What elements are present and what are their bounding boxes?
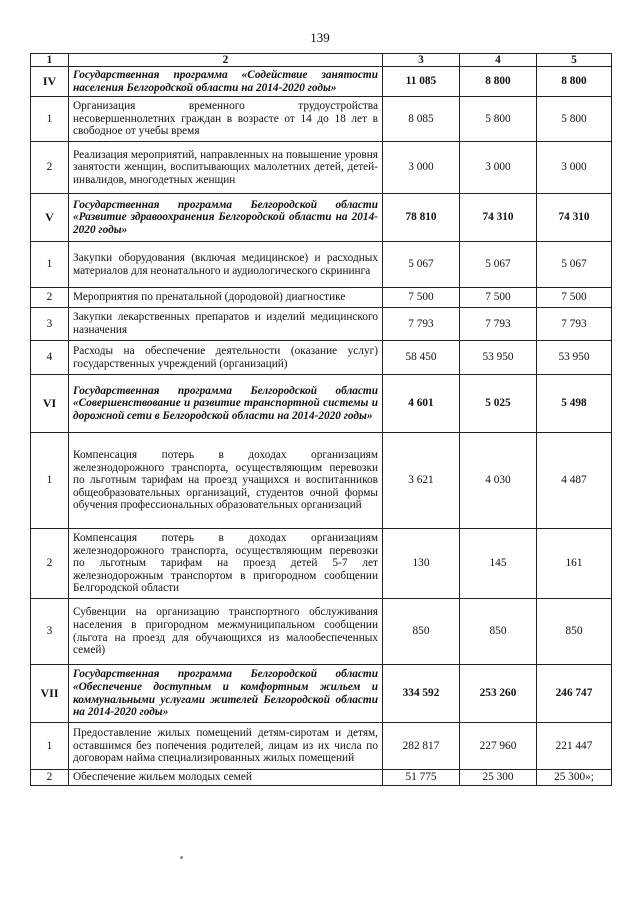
page-number: 139	[310, 30, 330, 45]
value-col-4: 4 030	[460, 433, 537, 529]
value-col-5: 7 500	[537, 288, 612, 308]
value-col-4: 145	[460, 529, 537, 599]
column-header-5: 5	[537, 54, 612, 67]
row-title: Мероприятия по пренатальной (дородовой) диагностике	[69, 288, 383, 308]
value-col-3: 3 000	[383, 142, 460, 194]
row-title: Расходы на обеспечение деятельности (оказание услуг) государственных учреждений (организаций)	[69, 341, 383, 375]
table-row	[31, 341, 612, 375]
row-number: 1	[31, 97, 69, 142]
row-number: 1	[31, 433, 69, 529]
table-row	[31, 97, 612, 142]
row-number: 2	[31, 770, 69, 786]
value-col-3: 7 500	[383, 288, 460, 308]
value-col-5: 5 067	[537, 242, 612, 288]
value-col-4: 5 025	[460, 375, 537, 433]
row-number: 2	[31, 142, 69, 194]
value-col-5: 8 800	[537, 67, 612, 97]
value-col-4: 253 260	[460, 665, 537, 723]
row-title: Организация временного трудоустройства несовершеннолетних граждан в возрасте от 14 до 18 лет в свободное от учебы время	[69, 97, 383, 142]
row-number: 1	[31, 242, 69, 288]
table-row	[31, 433, 612, 529]
column-header-1: 1	[31, 54, 69, 67]
row-title: Закупки лекарственных препаратов и изделий медицинского назначения	[69, 308, 383, 341]
value-col-4: 850	[460, 599, 537, 665]
value-col-3: 8 085	[383, 97, 460, 142]
value-col-3: 5 067	[383, 242, 460, 288]
value-col-5: 74 310	[537, 194, 612, 242]
value-col-5: 850	[537, 599, 612, 665]
row-title: Государственная программа Белгородской области «Совершенствование и развитие транспортной системы и дорожной сети в Белгородской области на 2014-2020 годы»	[69, 375, 383, 433]
table-row	[31, 529, 612, 599]
value-col-3: 58 450	[383, 341, 460, 375]
value-col-5: 53 950	[537, 341, 612, 375]
value-col-5: 5 498	[537, 375, 612, 433]
table-row	[31, 142, 612, 194]
value-col-3: 11 085	[383, 67, 460, 97]
program-row	[31, 194, 612, 242]
row-number: 4	[31, 341, 69, 375]
row-number: VI	[31, 375, 69, 433]
table-body	[31, 67, 612, 786]
value-col-4: 227 960	[460, 723, 537, 770]
row-title: Реализация мероприятий, направленных на повышение уровня занятости женщин, воспитывающих малолетних детей, детей-инвалидов, многодетных женщин	[69, 142, 383, 194]
value-col-3: 282 817	[383, 723, 460, 770]
table-row	[31, 723, 612, 770]
row-number: 1	[31, 723, 69, 770]
row-number: V	[31, 194, 69, 242]
table-row	[31, 288, 612, 308]
value-col-5: 25 300»;	[537, 770, 612, 786]
row-title: Государственная программа «Содействие занятости населения Белгородской области на 2014-2020 годы»	[69, 67, 383, 97]
program-row	[31, 665, 612, 723]
value-col-5: 4 487	[537, 433, 612, 529]
value-col-4: 8 800	[460, 67, 537, 97]
value-col-5: 246 747	[537, 665, 612, 723]
row-number: 3	[31, 599, 69, 665]
value-col-4: 7 500	[460, 288, 537, 308]
value-col-3: 78 810	[383, 194, 460, 242]
table-row	[31, 599, 612, 665]
value-col-4: 3 000	[460, 142, 537, 194]
budget-table	[30, 53, 612, 786]
table-row	[31, 242, 612, 288]
value-col-4: 5 067	[460, 242, 537, 288]
value-col-3: 51 775	[383, 770, 460, 786]
row-number: VII	[31, 665, 69, 723]
value-col-4: 53 950	[460, 341, 537, 375]
row-title: Предоставление жилых помещений детям-сиротам и детям, оставшимся без попечения родителей, лицам из их числа по договорам найма специализированных жилых помещений	[69, 723, 383, 770]
value-col-4: 5 800	[460, 97, 537, 142]
row-title: Субвенции на организацию транспортного обслуживания населения в пригородном межмуниципальном сообщении (льгота на проезд для обучающихся из малообеспеченных семей)	[69, 599, 383, 665]
column-header-3: 3	[383, 54, 460, 67]
row-number: 3	[31, 308, 69, 341]
scan-dot	[180, 856, 183, 859]
value-col-3: 850	[383, 599, 460, 665]
value-col-4: 25 300	[460, 770, 537, 786]
value-col-3: 4 601	[383, 375, 460, 433]
value-col-4: 7 793	[460, 308, 537, 341]
row-number: 2	[31, 529, 69, 599]
row-number: 2	[31, 288, 69, 308]
value-col-4: 74 310	[460, 194, 537, 242]
value-col-3: 3 621	[383, 433, 460, 529]
value-col-5: 3 000	[537, 142, 612, 194]
table-row	[31, 308, 612, 341]
value-col-5: 161	[537, 529, 612, 599]
value-col-3: 334 592	[383, 665, 460, 723]
row-title: Обеспечение жильем молодых семей	[69, 770, 383, 786]
row-title: Компенсация потерь в доходах организациям железнодорожного транспорта, осуществляющим перевозки по льготным тарифам на проезд детей 5-7 лет железнодорожным транспортом в пригородном сообщении Белгородской области	[69, 529, 383, 599]
row-title: Государственная программа Белгородской области «Обеспечение доступным и комфортным жильем и коммунальными услугами жителей Белгородской области на 2014-2020 годы»	[69, 665, 383, 723]
value-col-3: 7 793	[383, 308, 460, 341]
row-title: Закупки оборудования (включая медицинское) и расходных материалов для неонатального и аудиологического скрининга	[69, 242, 383, 288]
table-header-row	[31, 54, 612, 67]
row-title: Государственная программа Белгородской области «Развитие здравоохранения Белгородской области на 2014-2020 годы»	[69, 194, 383, 242]
column-header-2: 2	[69, 54, 383, 67]
value-col-5: 7 793	[537, 308, 612, 341]
program-row	[31, 67, 612, 97]
program-row	[31, 375, 612, 433]
value-col-5: 221 447	[537, 723, 612, 770]
row-title: Компенсация потерь в доходах организациям железнодорожного транспорта, осуществляющим перевозки по льготным тарифам на проезд учащихся и воспитанников общеобразовательных организаций, студентов очной формы обучения профессиональных образовательных организаций	[69, 433, 383, 529]
column-header-4: 4	[460, 54, 537, 67]
value-col-3: 130	[383, 529, 460, 599]
table-row	[31, 770, 612, 786]
value-col-5: 5 800	[537, 97, 612, 142]
row-number: IV	[31, 67, 69, 97]
